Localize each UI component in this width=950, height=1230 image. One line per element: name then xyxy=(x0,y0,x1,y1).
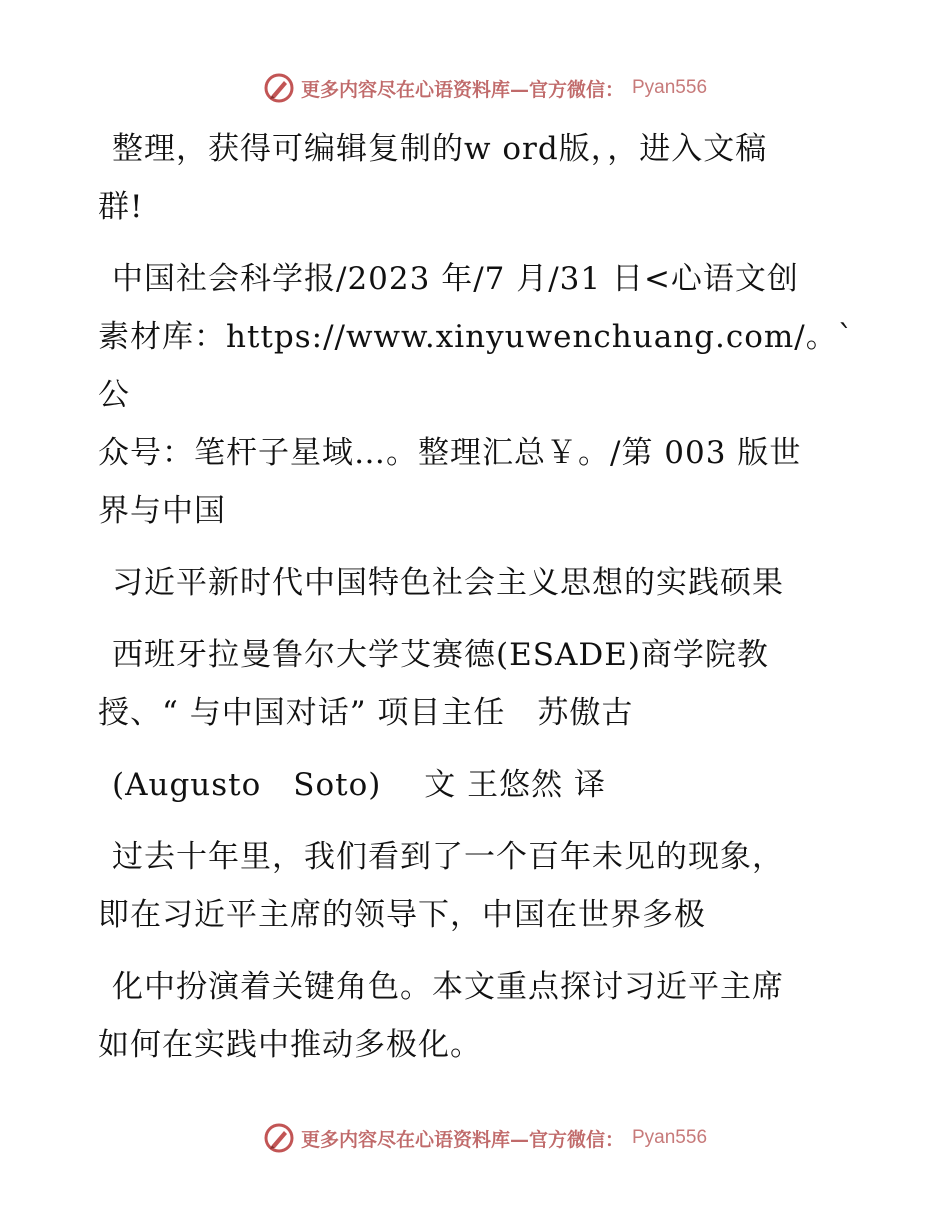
header-banner-text: 更多内容尽在心语资料库—官方微信： xyxy=(300,78,624,101)
footer-banner-text: 更多内容尽在心语资料库—官方微信： xyxy=(300,1128,624,1151)
paragraph-line: 整理，获得可编辑复制的w ord版，，进入文稿 xyxy=(112,131,768,167)
footer-banner xyxy=(0,1122,950,1154)
paragraph-edit-note xyxy=(98,120,858,236)
paragraph-line: 群! xyxy=(98,189,144,225)
paragraph-body-2 xyxy=(98,958,858,1074)
footer-banner-contact: Pyan556 xyxy=(632,1127,708,1148)
paragraph-line: 西班牙拉曼鲁尔大学艾赛德(ESADE)商学院教 xyxy=(112,637,769,673)
header-banner-contact: Pyan556 xyxy=(632,77,708,98)
paragraph-line: 中国社会科学报/2023 年/7 月/31 日<心语文创 xyxy=(112,261,799,297)
paragraph-line: 化中扮演着关键角色。本文重点探讨习近平主席 xyxy=(112,969,784,1005)
author-byline xyxy=(98,756,858,814)
paragraph-line: 众号：笔杆子星域…。整理汇总￥。/第 003 版世 xyxy=(98,435,802,471)
paragraph-line: (Augusto Soto) 文 王悠然 译 xyxy=(112,767,606,803)
header-banner-inner xyxy=(263,72,707,104)
paragraph-line: 习近平新时代中国特色社会主义思想的实践硕果 xyxy=(112,565,784,601)
pen-logo-icon xyxy=(263,1122,295,1154)
author-affiliation xyxy=(98,626,858,742)
footer-banner-inner xyxy=(263,1122,707,1154)
header-banner xyxy=(0,72,950,104)
pen-logo-icon xyxy=(263,72,295,104)
paragraph-line: 界与中国 xyxy=(98,493,226,529)
paragraph-line: 素材库：https://www.xinyuwenchuang.com/。`公 xyxy=(98,319,855,413)
paragraph-line: 授、“ 与中国对话” 项目主任 苏傲古 xyxy=(98,695,634,731)
article-body xyxy=(98,120,858,1088)
paragraph-line: 如何在实践中推动多极化。 xyxy=(98,1027,482,1063)
paragraph-source xyxy=(98,250,858,540)
paragraph-body-1 xyxy=(98,828,858,944)
article-title xyxy=(98,554,858,612)
paragraph-line: 过去十年里，我们看到了一个百年未见的现象， xyxy=(112,839,784,875)
paragraph-line: 即在习近平主席的领导下，中国在世界多极 xyxy=(98,897,706,933)
